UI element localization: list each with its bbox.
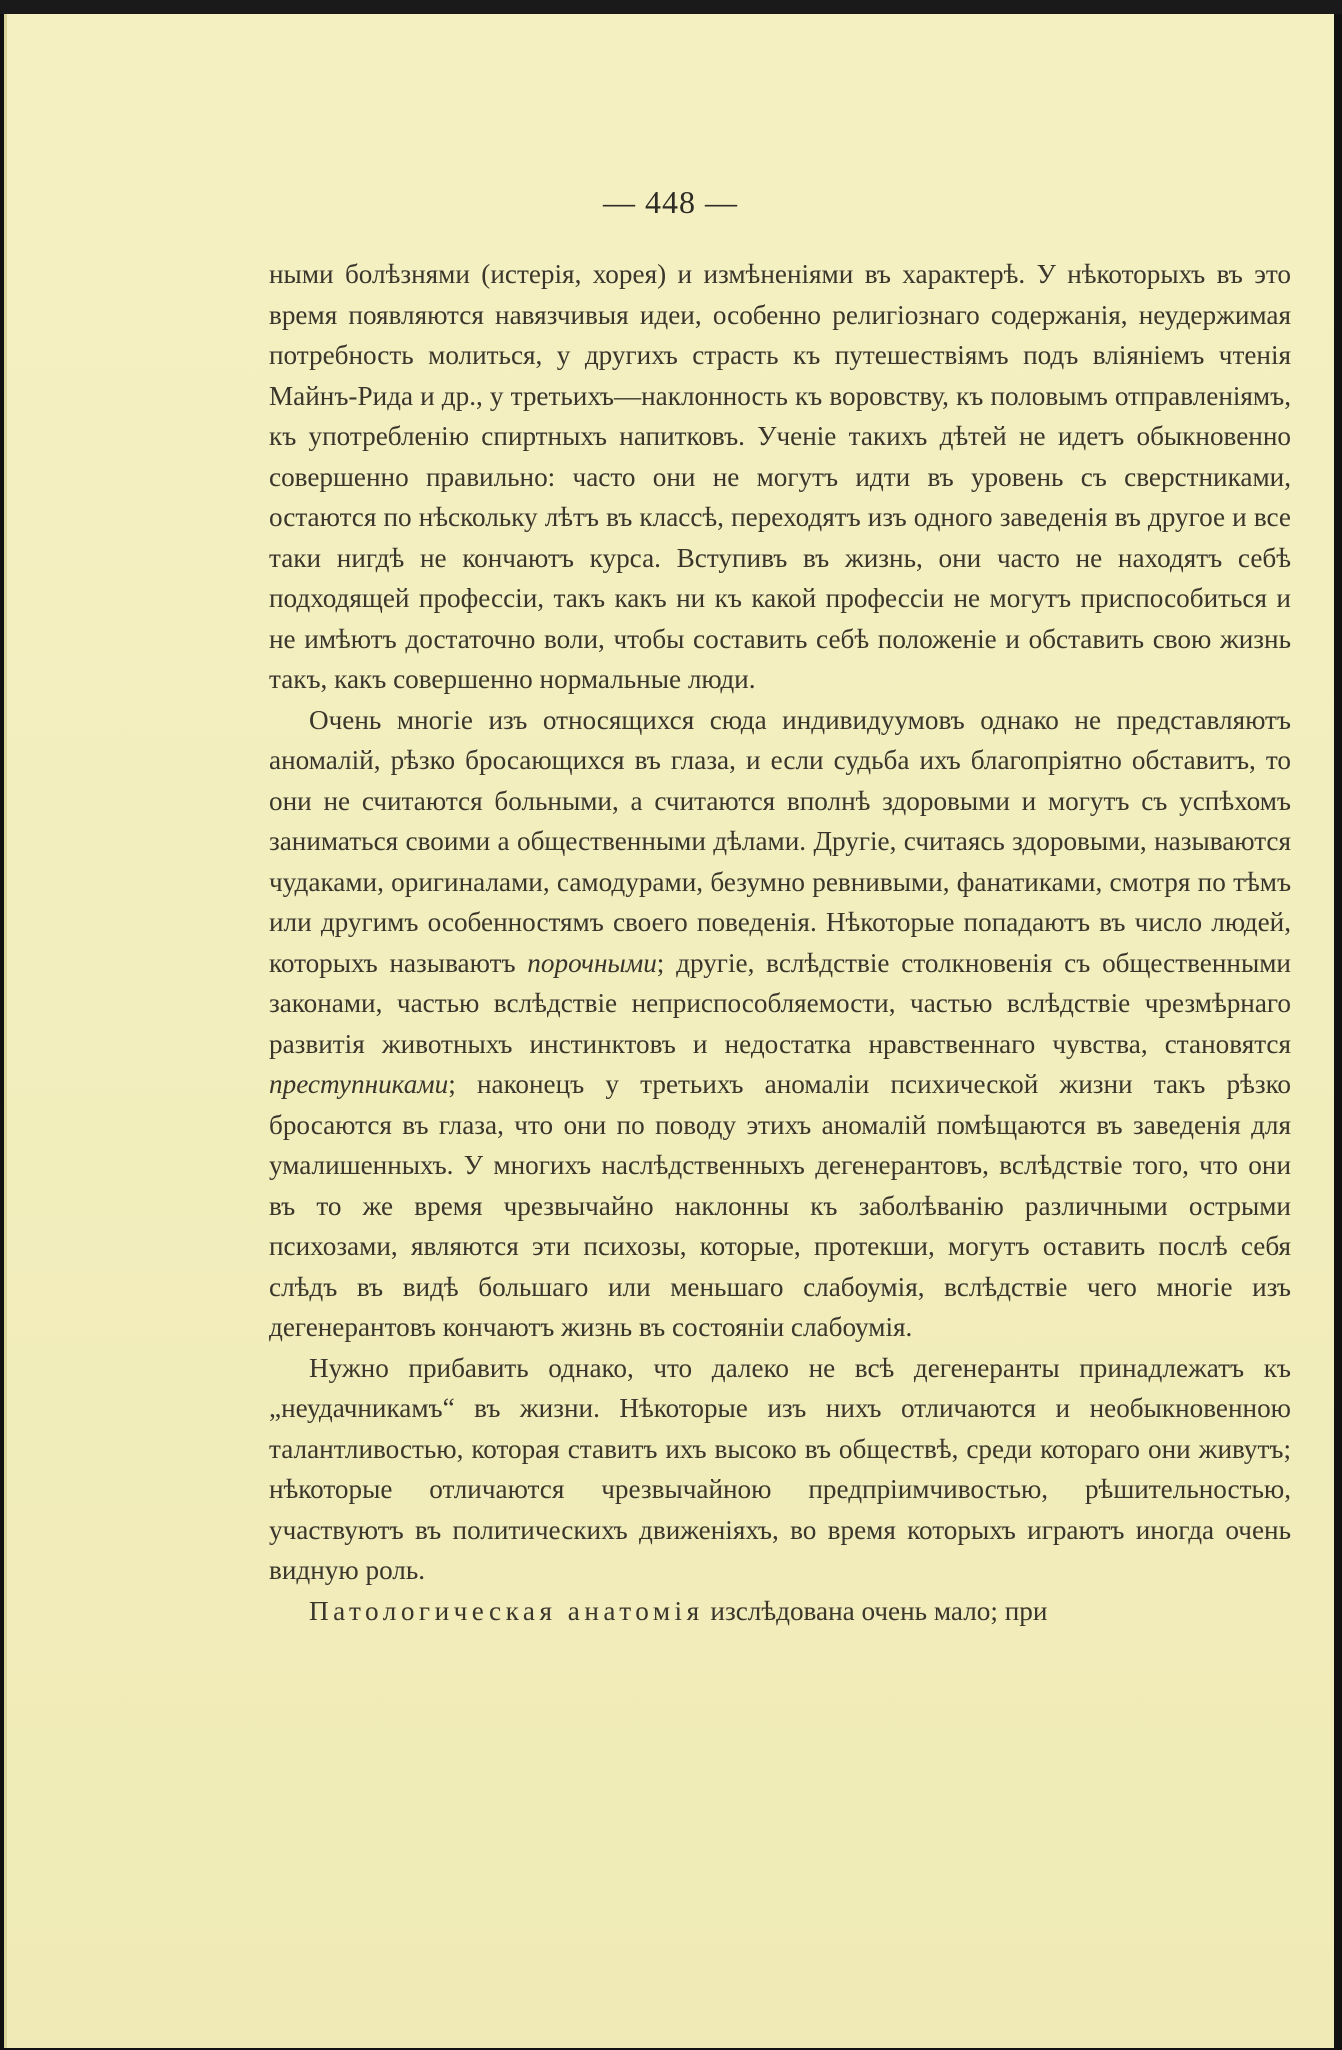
paragraph-3: Нужно прибавить однако, что далеко не всѣ дегенеранты принадлежатъ къ „неудачникамъ“ въ жизни. Нѣкоторые изъ нихъ отличаются и необыкновенною талантливостью, которая ставитъ ихъ высоко въ обществѣ, среди котораго они живутъ; нѣкоторые отличаются чрезвычайною предпріимчивостью, рѣшительностью, участвуютъ въ политическихъ движеніяхъ, во время которыхъ играютъ иногда очень видную роль.: [269, 1352, 1291, 1585]
scan-top-edge: [0, 0, 1342, 14]
spaced-heading-pathological-anatomy: Патологическая анатомія: [309, 1595, 704, 1626]
paragraph-2-part-3: ; наконецъ у третьихъ аномаліи психической жизни такъ рѣзко бросаются въ глаза, что они по поводу этихъ аномалій помѣщаются въ заведенія для умалишенныхъ. У многихъ наслѣдственныхъ дегенерантовъ, вслѣдствіе того, что они въ то же время чрезвычайно наклонны къ заболѣванію различными острыми психозами, являются эти психозы, которые, протекши, могутъ оставить послѣ себя слѣдъ въ видѣ большаго или меньшаго слабоумія, вслѣдствіе чего многіе изъ дегенерантовъ кончаютъ жизнь въ состояніи слабоумія.: [269, 1069, 1291, 1342]
italic-term-porochnymi: порочными: [527, 947, 657, 978]
body-text: [269, 254, 1291, 1631]
paragraph-4-rest: изслѣдована очень мало; при: [703, 1595, 1048, 1626]
paragraph-2-part-2: ; другіе, вслѣдствіе столкновенія съ общественными законами, частью вслѣдствіе неприспособляемости, частью вслѣдствіе чрезмѣрнаго развитія животныхъ инстинктовъ и недостатка нравственнаго чувства, становятся: [269, 947, 1291, 1059]
book-page: [4, 14, 1334, 2048]
paragraph-1: ными болѣзнями (истерія, хорея) и измѣненіями въ характерѣ. У нѣкоторыхъ въ это время появляются навязчивыя идеи, особенно религіознаго содержанія, неудержимая потребность молиться, у другихъ страсть къ путешествіямъ подъ вліяніемъ чтенія Майнъ-Рида и др., у третьихъ—наклонность къ воровству, къ половымъ отправленіямъ, къ употребленію спиртныхъ напитковъ. Ученіе такихъ дѣтей не идетъ обыкновенно совершенно правильно: часто они не могутъ идти въ уровень съ сверстниками, остаются по нѣскольку лѣтъ въ классѣ, переходятъ изъ одного заведенія въ другое и все таки нигдѣ не кончаютъ курса. Вступивъ въ жизнь, они часто не находятъ себѣ подходящей профессіи, такъ какъ ни къ какой профессіи не могутъ приспособиться и не имѣютъ достаточно воли, чтобы составить себѣ положеніе и обставить свою жизнь такъ, какъ совершенно нормальные люди.: [269, 259, 1291, 694]
paragraph-2: [269, 700, 1291, 1348]
paragraph-4: [269, 1591, 1291, 1632]
page-number: — 448 —: [603, 184, 738, 220]
paragraph-2-part-1: Очень многіе изъ относящихся сюда индивидуумовъ однако не представляютъ аномалій, рѣзко бросающихся въ глаза, и если судьба ихъ благопріятно обставитъ, то они не считаются больными, а считаются вполнѣ здоровыми и могутъ съ успѣхомъ заниматься своими а общественными дѣлами. Другіе, считаясь здоровыми, называются чудаками, оригиналами, самодурами, безумно ревнивыми, фанатиками, смотря по тѣмъ или другимъ особенностямъ своего поведенія. Нѣкоторые попадаютъ въ число людей, которыхъ называютъ: [269, 704, 1291, 978]
italic-term-prestupnikami: преступниками: [269, 1069, 449, 1099]
